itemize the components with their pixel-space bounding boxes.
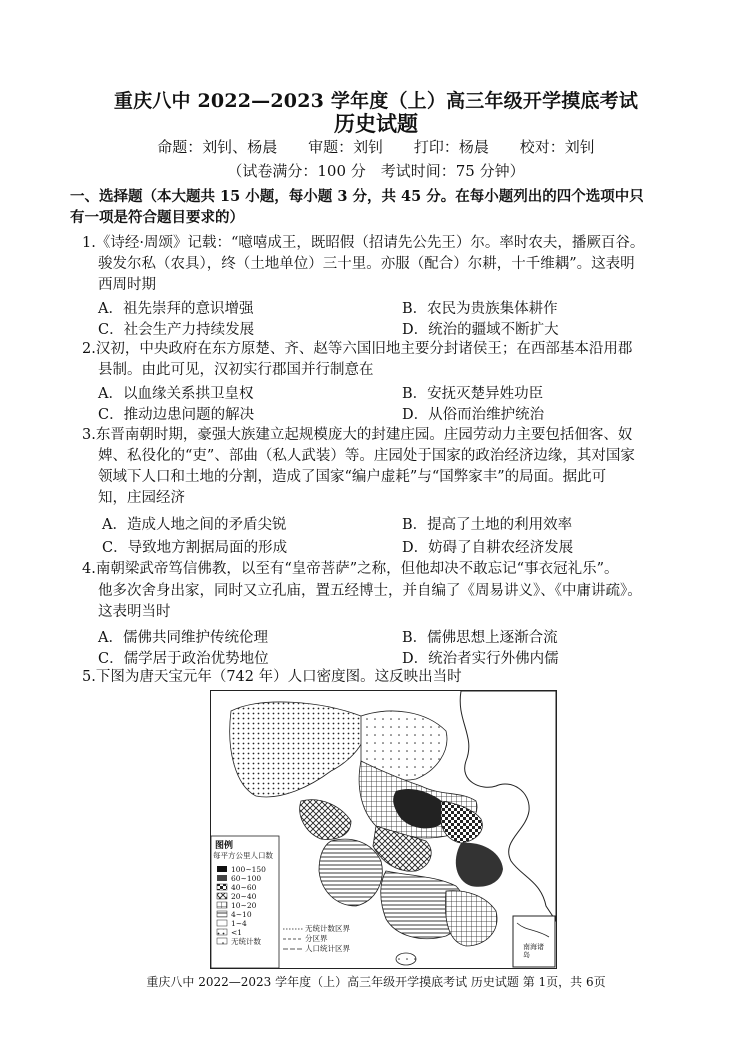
population-density-map bbox=[210, 690, 557, 969]
question-2-option-d[interactable]: D．从俗而治维护统治 bbox=[402, 407, 545, 423]
question-4-option-b[interactable]: B．儒佛思想上逐渐合流 bbox=[402, 630, 558, 646]
legend-item: 40~60 bbox=[231, 883, 257, 892]
legend-item: 100~150 bbox=[231, 865, 266, 874]
question-3-option-b[interactable]: B．提高了土地的利用效率 bbox=[402, 517, 573, 533]
line-legend-item: 分区界 bbox=[305, 934, 328, 943]
question-2-option-a[interactable]: A．以血缘关系拱卫皇权 bbox=[98, 386, 254, 402]
question-4-line-3: 这表明当时 bbox=[98, 604, 171, 620]
question-3-line-1: 3.东晋南朝时期，豪强大族建立起规模庞大的封建庄园。庄园劳动力主要包括佃客、奴 bbox=[82, 427, 633, 443]
proofreader-text: 校对：刘钊 bbox=[519, 138, 595, 156]
proposer-text: 命题：刘钊、杨晨 bbox=[157, 138, 278, 156]
question-4-line-1: 4.南朝梁武帝笃信佛教，以至有“皇帝菩萨”之称，但他却决不敢忘记“事衣冠礼乐”。 bbox=[82, 561, 619, 577]
map-inset-label: 南海诸岛 bbox=[523, 943, 544, 959]
page-footer: 重庆八中 2022—2023 学年度（上）高三年级开学摸底考试 历史试题 第 1页，共 6页 bbox=[146, 975, 606, 989]
legend-item: 10~20 bbox=[231, 901, 257, 910]
question-4-option-d[interactable]: D．统治者实行外佛内儒 bbox=[402, 651, 559, 667]
question-3-line-3: 领域下人口和土地的分割，造成了国家“编户虚耗”与“国弊家丰”的局面。据此可 bbox=[98, 469, 607, 485]
legend-item: 60~100 bbox=[231, 874, 262, 883]
score-time-line: （试卷满分：100 分 考试时间：75 分钟） bbox=[227, 162, 525, 180]
question-1-option-b[interactable]: B．农民为贵族集体耕作 bbox=[402, 301, 558, 317]
reviewer-text: 审题：刘钊 bbox=[308, 138, 384, 156]
question-3-option-d[interactable]: D．妨碍了自耕农经济发展 bbox=[402, 540, 574, 556]
question-2-option-c[interactable]: C．推动边患问题的解决 bbox=[98, 407, 255, 423]
question-1-line-1: 1.《诗经·周颂》记载：“噫嘻成王，既昭假（招请先公先王）尔。率时农夫，播厥百谷。 bbox=[82, 235, 645, 251]
exam-title: 重庆八中 2022—2023 学年度（上）高三年级开学摸底考试 bbox=[113, 90, 639, 112]
legend-item: 无统计数 bbox=[231, 937, 261, 946]
question-4-option-a[interactable]: A．儒佛共同维护传统伦理 bbox=[98, 630, 268, 646]
question-1-option-a[interactable]: A．祖先崇拜的意识增强 bbox=[98, 301, 254, 317]
question-4-option-c[interactable]: C．儒学居于政治优势地位 bbox=[98, 651, 269, 667]
printer-text: 打印：杨晨 bbox=[413, 138, 489, 156]
question-5-line-1: 5.下图为唐天宝元年（742 年）人口密度图。这反映出当时 bbox=[82, 669, 462, 685]
section-heading: 一、选择题（本大题共 15 小题，每小题 3 分，共 45 分。在每小题列出的四个选项中只 bbox=[70, 188, 644, 205]
exam-staff-line bbox=[0, 136, 752, 157]
question-3-option-a[interactable]: A．造成人地之间的矛盾尖锐 bbox=[102, 517, 287, 533]
legend-item: 1~4 bbox=[231, 919, 247, 928]
line-legend-item: 人口统计区界 bbox=[305, 944, 350, 953]
question-2-line-1: 2.汉初，中央政府在东方原楚、齐、赵等六国旧地主要分封诸侯王；在西部基本沿用郡 bbox=[82, 341, 633, 357]
legend-item: <1 bbox=[231, 928, 243, 937]
question-3-option-c[interactable]: C．导致地方割据局面的形成 bbox=[102, 540, 288, 556]
question-1-line-3: 西周时期 bbox=[98, 277, 156, 293]
map-line-legend bbox=[305, 924, 350, 954]
legend-item: 4~10 bbox=[231, 910, 252, 919]
question-2-option-b[interactable]: B．安抚灭楚异姓功臣 bbox=[402, 386, 544, 402]
question-1-line-2: 骏发尔私（农具），终（土地单位）三十里。亦服（配合）尔耕，十千维耦”。这表明 bbox=[98, 256, 635, 272]
question-3-line-4: 知，庄园经济 bbox=[98, 490, 185, 506]
section-heading-cont: 有一项是符合题目要求的） bbox=[70, 209, 244, 226]
legend-item: 20~40 bbox=[231, 892, 257, 901]
map-legend-items bbox=[231, 865, 266, 946]
line-legend-item: 无统计数区界 bbox=[305, 924, 350, 933]
question-1-option-c[interactable]: C．社会生产力持续发展 bbox=[98, 322, 255, 338]
question-3-line-2: 婢、私役化的“吏”、部曲（私人武装）等。庄园处于国家的政治经济边缘，其对国家 bbox=[98, 448, 635, 464]
map-legend-title: 图例 bbox=[215, 841, 234, 851]
exam-subject-title: 历史试题 bbox=[334, 111, 418, 136]
question-1-option-d[interactable]: D．统治的疆域不断扩大 bbox=[402, 322, 559, 338]
question-4-line-2: 他多次舍身出家，同时又立孔庙，置五经博士，并自编了《周易讲义》、《中庸讲疏》。 bbox=[98, 583, 642, 599]
map-legend-subtitle: 每平方公里人口数 bbox=[213, 851, 273, 860]
question-2-line-2: 县制。由此可见，汉初实行郡国并行制意在 bbox=[98, 362, 374, 378]
